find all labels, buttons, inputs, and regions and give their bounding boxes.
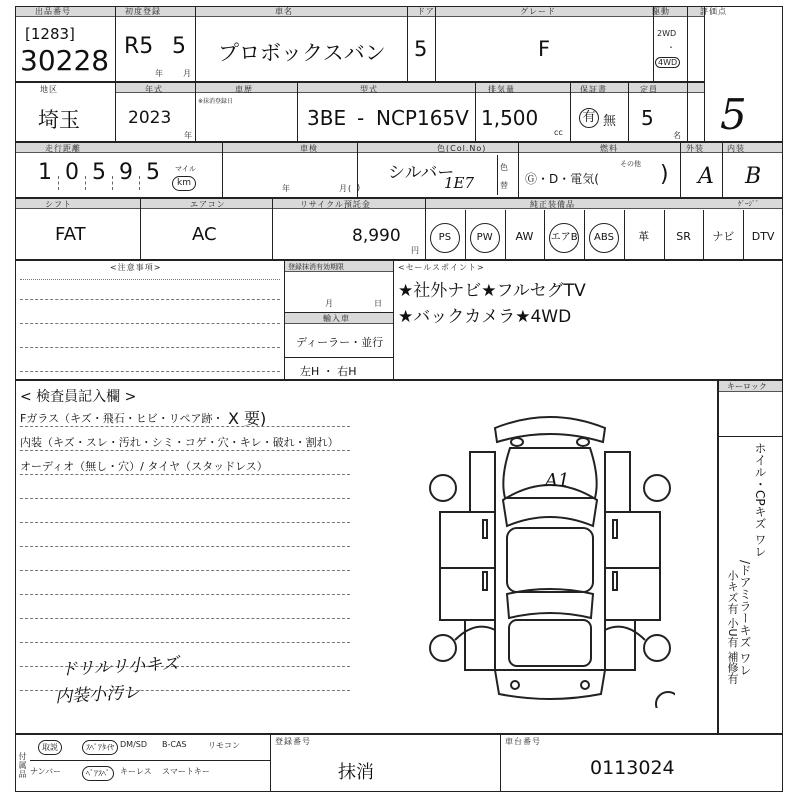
model-separator: - xyxy=(357,106,365,130)
inspection-close: ) xyxy=(357,183,362,192)
inspection-year: 年 xyxy=(282,184,291,193)
header-warranty: 保証書 xyxy=(580,85,607,94)
equipment-divider xyxy=(624,210,625,260)
mileage-digit: 5 xyxy=(92,160,106,185)
exterior-grade: A xyxy=(698,164,714,189)
header-color: 色(Col.No) xyxy=(437,144,487,153)
header-reg-no: 登録番号 xyxy=(275,737,311,746)
equipment-item xyxy=(425,214,465,260)
equipment-label: PS xyxy=(430,223,460,253)
inspector-line xyxy=(20,546,350,547)
reg-number: 抹消 xyxy=(338,762,374,783)
accessory-option: ナンバー xyxy=(30,767,62,776)
first-reg-era: R5 xyxy=(124,34,154,59)
fuel-other-label: その他 xyxy=(620,160,641,168)
inspector-line xyxy=(20,426,350,427)
model-year-unit: 年 xyxy=(184,131,193,140)
handwritten-note-2: 内装小汚レ xyxy=(54,682,141,708)
recycle-unit: 円 xyxy=(411,246,420,255)
lot-code: [1283] xyxy=(25,25,75,43)
color-label-2: 替 xyxy=(500,181,509,190)
first-reg-month: 5 xyxy=(172,34,186,59)
inspector-line xyxy=(20,522,350,523)
equipment-item xyxy=(584,214,624,260)
recycle-value: 8,990 xyxy=(352,226,401,246)
x-mark: X 要) xyxy=(228,409,267,428)
header-car-name: 車名 xyxy=(275,7,293,16)
grade-value: F xyxy=(538,37,551,61)
model-year-value: 2023 xyxy=(128,108,172,128)
header-vin: 車歴 xyxy=(235,85,253,94)
accessory-option: ﾍﾞｱｽﾍﾟ xyxy=(82,766,114,781)
mileage-digit: 1 xyxy=(38,160,52,185)
accessory-option: DM/SD xyxy=(120,740,147,749)
fuel-close: ) xyxy=(660,162,669,187)
equipment-divider xyxy=(505,210,506,260)
header-import: 輸入車 xyxy=(323,314,350,323)
side-note-2: /ドアミラーキズ ワレ xyxy=(738,560,752,676)
equipment-label: エアB xyxy=(549,223,579,253)
inspector-line xyxy=(20,618,350,619)
header-grade: グレード xyxy=(520,7,556,16)
equipment-divider xyxy=(584,210,585,260)
inspector-line xyxy=(20,642,350,643)
header-doors: ドア xyxy=(417,7,435,16)
shift-value: FAT xyxy=(55,224,86,245)
inspector-line xyxy=(20,450,350,451)
accessory-option: リモコン xyxy=(208,741,240,750)
color-value: シルバー xyxy=(388,163,455,183)
equipment-divider xyxy=(703,210,704,260)
header-equipment: 純正装備品 xyxy=(530,200,575,209)
expiry-day: 日 xyxy=(374,299,383,308)
color-code: 1E7 xyxy=(444,174,475,192)
header-interior: 内装 xyxy=(727,144,745,153)
accessory-option: スマートキー xyxy=(162,767,210,776)
score-handwritten: 5 xyxy=(720,90,747,139)
header-capacity: 定員 xyxy=(640,85,658,94)
equipment-item xyxy=(703,214,743,260)
inspector-line-2: 内装（キズ・スレ・汚れ・シミ・コゲ・穴・キレ・破れ・割れ） xyxy=(20,436,339,449)
side-note-3: 小キズ有 小U有 補修有 xyxy=(726,570,739,685)
sales-point-1: ★社外ナビ★フルセグTV xyxy=(398,281,586,301)
equipment-label: ナビ xyxy=(712,230,735,243)
cc-unit: cc xyxy=(554,128,563,137)
mileage-unit-mile: マイル xyxy=(175,165,196,173)
equipment-divider xyxy=(544,210,545,260)
equipment-divider xyxy=(465,210,466,260)
equipment-item xyxy=(505,214,545,260)
color-label-1: 色 xyxy=(500,163,509,172)
interior-grade: B xyxy=(745,164,762,189)
displacement-value: 1,500 xyxy=(481,106,539,130)
car-name: プロボックスバン xyxy=(218,41,386,65)
capacity-unit: 名 xyxy=(673,131,682,140)
header-fuel: 燃料 xyxy=(600,144,618,153)
equipment-item xyxy=(544,214,584,260)
header-exterior: 外装 xyxy=(686,144,704,153)
region-value: 埼玉 xyxy=(38,108,80,132)
header-inspection: 車検 xyxy=(300,144,318,153)
mileage-digit: 5 xyxy=(146,160,160,185)
header-model-type: 型式 xyxy=(360,85,378,94)
diagram-mark-a1: A1 xyxy=(545,470,570,491)
mileage-digit-separator xyxy=(58,176,59,190)
inspector-header: < 検査員記入欄 > xyxy=(20,389,137,405)
mileage-digit-separator xyxy=(85,176,86,190)
header-recycle: リサイクル預託金 xyxy=(300,200,371,209)
header-chassis-no: 車台番号 xyxy=(505,737,541,746)
mileage-digit-separator xyxy=(139,176,140,190)
aircon-value: AC xyxy=(192,224,217,245)
equipment-item xyxy=(743,214,783,260)
header-displacement: 排気量 xyxy=(488,85,515,94)
steering-value: 左H ・ 右H xyxy=(300,365,357,378)
header-model-year: 年式 xyxy=(145,85,163,94)
equipment-label: DTV xyxy=(751,230,775,243)
equipment-item xyxy=(664,214,704,260)
drive-4wd-circled: 4WD xyxy=(655,57,680,68)
mileage-digit-separator xyxy=(112,176,113,190)
mileage-digit: 0 xyxy=(65,160,79,185)
warranty-no: 無 xyxy=(603,114,617,129)
equipment-label: AW xyxy=(515,230,534,243)
header-drive: 駆動 xyxy=(652,7,670,16)
door-count: 5 xyxy=(414,37,428,61)
side-note-1: ホイル・CPキズ ワレ xyxy=(753,442,767,558)
inspector-line xyxy=(20,474,350,475)
lot-number: 30228 xyxy=(20,44,110,77)
equipment-label: 革 xyxy=(638,230,650,243)
accessory-option: 取説 xyxy=(38,740,62,755)
model-code: 3BE xyxy=(307,106,347,130)
mileage-digit: 9 xyxy=(119,160,133,185)
year-unit: 年 xyxy=(155,69,164,78)
header-sales-point: <セールスポイント> xyxy=(398,263,485,272)
accessory-option: B-CAS xyxy=(162,740,187,749)
header-score: 評価点 xyxy=(700,7,727,16)
bottom-side-label: 付属品 xyxy=(18,752,27,779)
equipment-label: SR xyxy=(676,230,691,243)
inspector-line-1: Fガラス（キズ・飛石・ヒビ・リペア跡・ xyxy=(20,412,224,425)
header-first-reg: 初度登録 xyxy=(125,7,161,16)
header-lot-no: 出品番号 xyxy=(35,7,71,16)
vin-sub: ※抹消登録日 xyxy=(198,98,234,105)
inspection-month: 月( xyxy=(339,184,353,193)
chassis-number: 0113024 xyxy=(590,757,675,779)
header-aircon: エアコン xyxy=(190,200,226,209)
handwritten-note-1: ドリルリ小キズ xyxy=(59,653,180,681)
header-key-lock: キーロック xyxy=(727,382,767,391)
sales-point-2: ★バックカメラ★4WD xyxy=(398,307,572,327)
header-shift: シフト xyxy=(45,200,72,209)
header-region: 地区 xyxy=(40,85,58,94)
accessory-option: ｽﾍﾟｱﾀｲﾔ xyxy=(82,740,118,755)
accessory-divider xyxy=(30,760,270,761)
inspector-line xyxy=(20,570,350,571)
equipment-divider xyxy=(743,210,744,260)
header-last-col: ｹﾞｰｼﾞﾞ xyxy=(738,200,759,208)
mileage-unit-km-circled: km xyxy=(172,176,196,191)
model-number: NCP165V xyxy=(376,106,469,130)
accessory-option: キーレス xyxy=(120,767,152,776)
warranty-yes-circled: 有 xyxy=(579,108,599,128)
auction-sheet: 出品番号 初度登録 車名 ドア グレード 駆動 評価点 [1283] 30228 R5 5 年 月 プロボックスバン 5 F 2WD ・ 4WD 地区 年式 車歴 型式 排気量 保証書 定員 埼玉 2023 年 ※抹消登録日 3BE - NCP165V 1,500 cc 有 無 5 名 5 走行距離 車検 色(Col.No) 燃料 外装 内装 1 0 5 9 5 マイル km 年 月( ) シルバー 1E7 色 替 その他 Ⓖ・D・電気( ) A B シフト エアコン リサイクル預託金 純正装備品 ｹﾞｰｼﾞﾞ FAT AC 8,990 円 PS PW AW エアB ABS 革 SR ナビ DTV <注意事項> 登録抹消有効期限 月 日 輸入車 ディーラー・並行 左H ・ 右H <セールスポイント> ★社外ナビ★フルセグTV ★バックカメラ★4WD < 検査員記入欄 > Fガラス（キズ・飛石・ヒビ・リペア跡・ X 要) 内装（キズ・スレ・汚れ・シミ・コゲ・穴・キレ・破れ・割れ） オーディオ（無し・穴）/ タイヤ（スタッドレス） ドリルリ小キズ 内装小汚レ A1 キーロック ホイル・CPキズ ワレ /ドアミラーキズ ワレ 小キズ有 小U有 補修有 付属品 取説 ｽﾍﾟｱﾀｲﾔ DM/SD B-CAS リモコン ナンバー ﾍﾞｱｽﾍﾟ キーレス スマートキー 登録番号 抹消 車台番号 0113024 xyxy=(0,0,800,800)
equipment-divider xyxy=(664,210,665,260)
equipment-item xyxy=(624,214,664,260)
header-mileage: 走行距離 xyxy=(45,144,81,153)
equipment-item xyxy=(465,214,505,260)
inspector-line xyxy=(20,498,350,499)
header-caution: <注意事項> xyxy=(110,263,162,272)
fuel-options: Ⓖ・D・電気( xyxy=(525,172,599,186)
capacity-value: 5 xyxy=(641,106,654,130)
import-value: ディーラー・並行 xyxy=(296,336,384,349)
inspector-line xyxy=(20,594,350,595)
car-damage-diagram xyxy=(425,408,675,708)
equipment-label: ABS xyxy=(589,223,619,253)
equipment-label: PW xyxy=(470,223,500,253)
drive-2wd: 2WD xyxy=(657,29,677,38)
expiry-month: 月 xyxy=(325,299,334,308)
header-registration-expiry: 登録抹消有効期限 xyxy=(288,263,344,271)
month-unit: 月 xyxy=(183,69,192,78)
inspector-line-3: オーディオ（無し・穴）/ タイヤ（スタッドレス） xyxy=(20,460,268,473)
